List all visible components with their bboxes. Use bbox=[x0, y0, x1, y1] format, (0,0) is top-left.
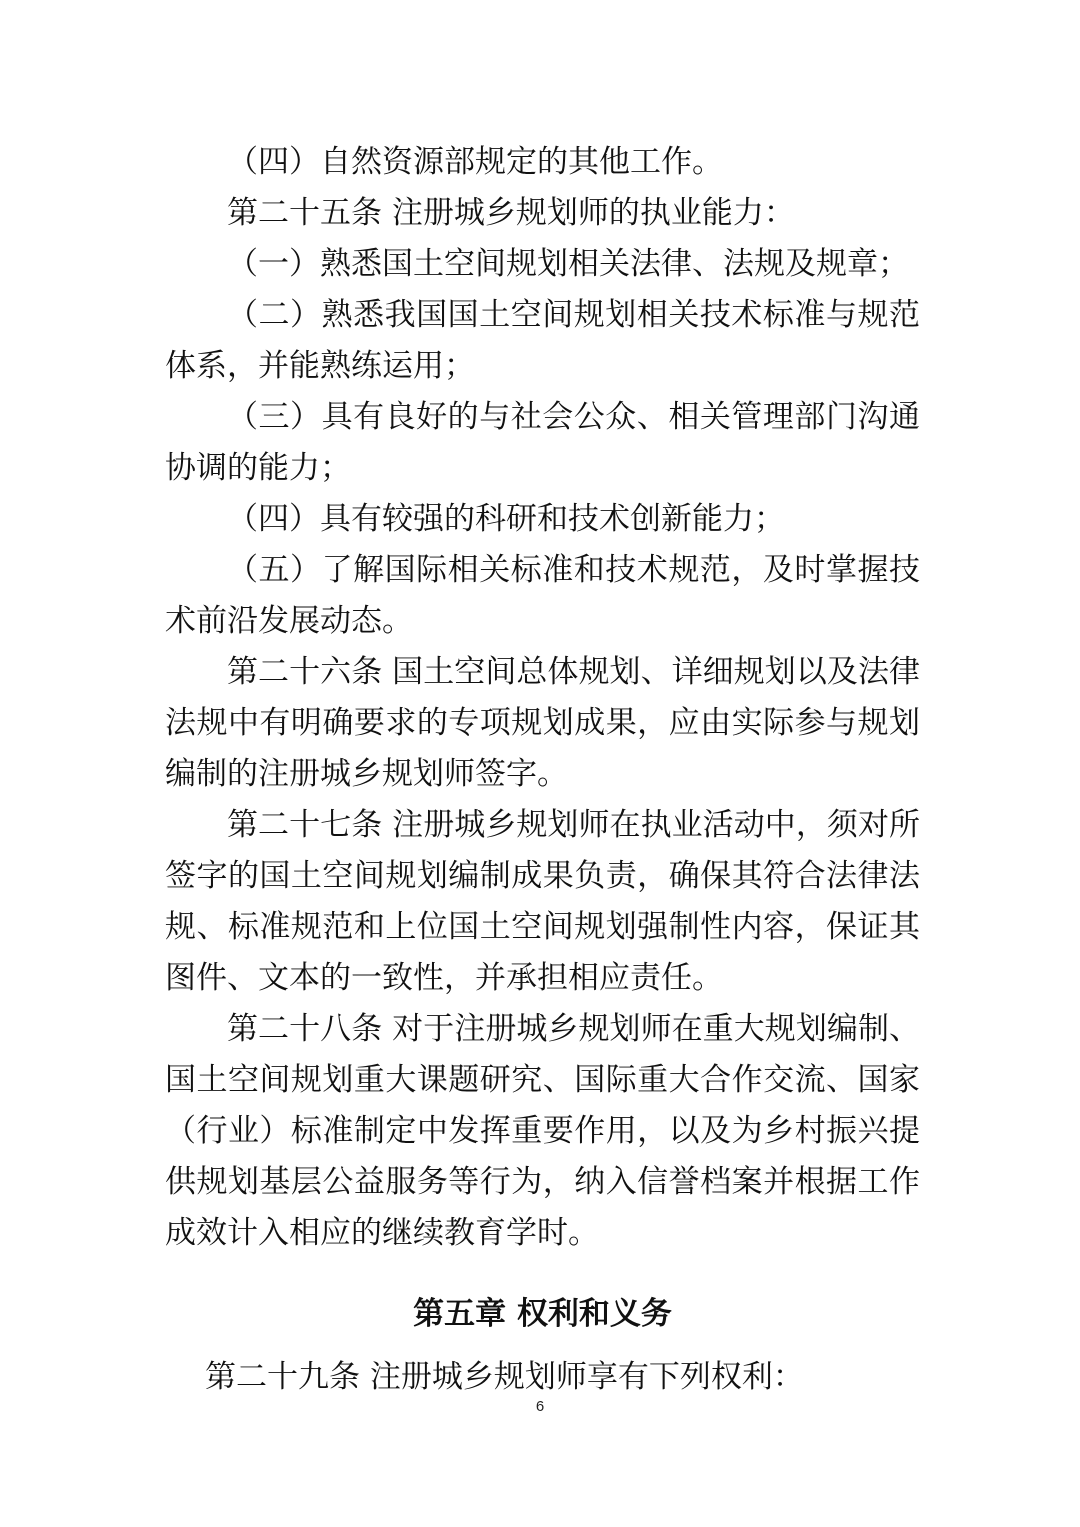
paragraph-item-1: （一）熟悉国土空间规划相关法律、法规及规章； bbox=[227, 246, 909, 282]
article-28: 第二十八条 对于注册城乡规划师在重大规划编制、国土空间规划重大课题研究、国际重大合作交流、国家（行业）标准制定中发挥重要作用，以及为乡村振兴提供规划基层公益服务等行为，纳入信誉档案并根据工作成效计入相应的继续教育学时。 bbox=[165, 1011, 920, 1251]
chapter-title: 第五章 权利和义务 bbox=[413, 1296, 672, 1332]
paragraph-item-5: （五）了解国际相关标准和技术规范，及时掌握技术前沿发展动态。 bbox=[165, 552, 920, 639]
page-number: 6 bbox=[535, 1398, 545, 1415]
paragraph-item-4: （四）自然资源部规定的其他工作。 bbox=[227, 144, 723, 180]
document-body bbox=[165, 137, 920, 1403]
paragraph-item-3: （三）具有良好的与社会公众、相关管理部门沟通协调的能力； bbox=[165, 399, 920, 486]
article-27: 第二十七条 注册城乡规划师在执业活动中，须对所签字的国土空间规划编制成果负责，确保其符合法律法规、标准规范和上位国土空间规划强制性内容，保证其图件、文本的一致性，并承担相应责任。 bbox=[165, 807, 920, 996]
article-29-heading: 第二十九条 注册城乡规划师享有下列权利： bbox=[205, 1359, 804, 1395]
paragraph-item-4b: （四）具有较强的科研和技术创新能力； bbox=[227, 501, 785, 537]
article-25-heading: 第二十五条 注册城乡规划师的执业能力： bbox=[227, 195, 795, 231]
paragraph-item-2: （二）熟悉我国国土空间规划相关技术标准与规范体系，并能熟练运用； bbox=[165, 297, 920, 384]
article-26: 第二十六条 国土空间总体规划、详细规划以及法律法规中有明确要求的专项规划成果，应由实际参与规划编制的注册城乡规划师签字。 bbox=[165, 654, 920, 792]
